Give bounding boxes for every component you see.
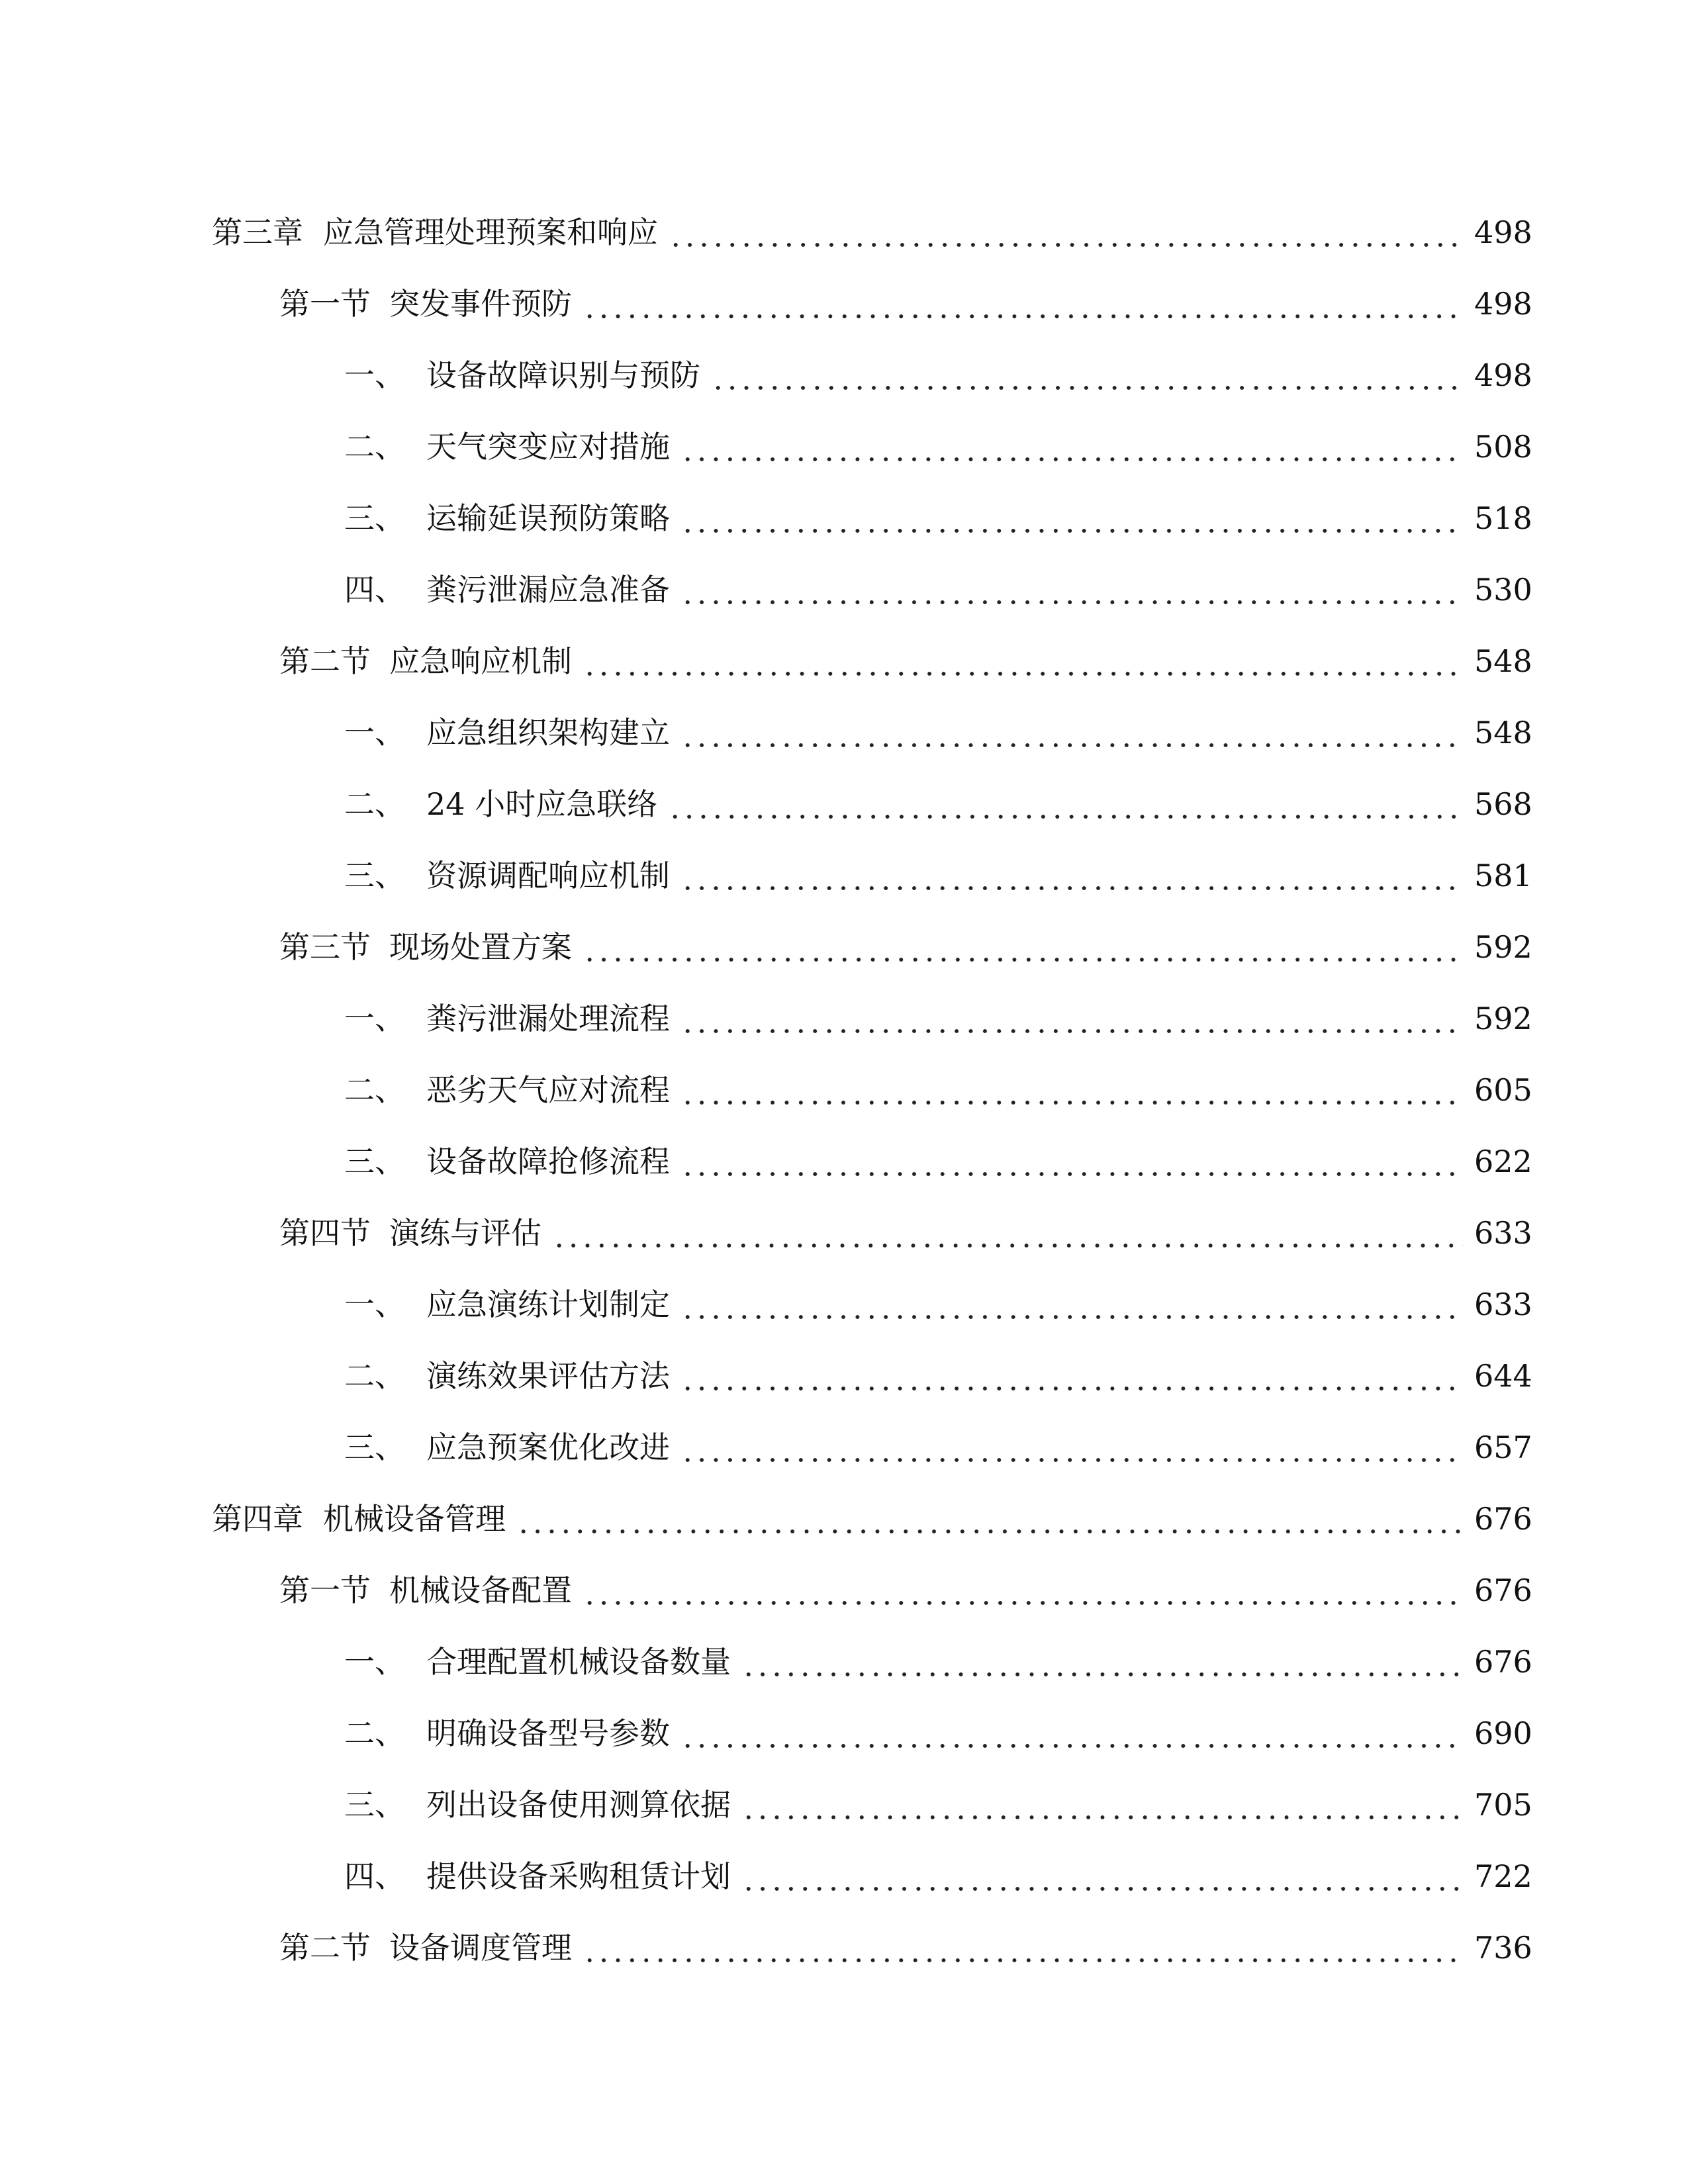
dot-leader (583, 643, 1464, 679)
toc-entry-number: 二、 (344, 1715, 405, 1751)
toc-page-number: 722 (1474, 1858, 1532, 1894)
toc-entry-number: 第一节 (279, 286, 371, 322)
toc-page-number: 548 (1474, 643, 1532, 679)
toc-entry-label (279, 286, 572, 322)
dot-leader (669, 214, 1464, 250)
toc-entry-title: 应急组织架构建立 (426, 715, 670, 751)
dot-leader (680, 715, 1464, 751)
dot-leader (741, 1787, 1464, 1823)
toc-section-entry[interactable] (0, 268, 1688, 340)
toc-page-number: 657 (1474, 1430, 1532, 1465)
toc-entry-title: 应急预案优化改进 (426, 1430, 670, 1465)
toc-entry-number: 第三节 (279, 929, 371, 965)
toc-entry-label (279, 929, 572, 965)
toc-entry-title: 合理配置机械设备数量 (426, 1644, 731, 1680)
toc-page-number: 530 (1474, 572, 1532, 608)
toc-subsection-entry[interactable] (0, 1626, 1688, 1698)
toc-entry-number: 三、 (344, 1787, 405, 1823)
toc-page-number: 676 (1474, 1644, 1532, 1680)
toc-subsection-entry[interactable] (0, 1340, 1688, 1412)
toc-entry-title: 设备故障识别与预防 (426, 357, 700, 393)
toc-entry-number: 第二节 (279, 643, 371, 679)
toc-subsection-entry[interactable] (0, 1054, 1688, 1126)
dot-leader (680, 572, 1464, 608)
dot-leader (583, 929, 1464, 965)
toc-entry-title: 运输延误预防策略 (426, 500, 670, 536)
toc-section-entry[interactable] (0, 1912, 1688, 1983)
toc-subsection-entry[interactable] (0, 768, 1688, 840)
toc-entry-label (344, 786, 657, 822)
toc-entry-label (344, 1001, 670, 1036)
toc-entry-label (344, 429, 670, 465)
dot-leader (583, 1930, 1464, 1966)
toc-page-number: 498 (1474, 357, 1532, 393)
toc-entry-label (344, 1787, 731, 1823)
toc-entry-label (344, 1144, 670, 1179)
toc-entry-label (279, 1930, 572, 1966)
toc-chapter-entry[interactable] (0, 197, 1688, 268)
toc-entry-label (344, 1858, 731, 1894)
toc-entry-number: 一、 (344, 1001, 405, 1036)
toc-subsection-entry[interactable] (0, 1769, 1688, 1841)
toc-entry-number: 二、 (344, 1358, 405, 1394)
toc-entry-label (212, 1501, 506, 1537)
toc-entry-title: 24 小时应急联络 (426, 786, 658, 822)
toc-entry-title: 资源调配响应机制 (426, 858, 670, 893)
toc-subsection-entry[interactable] (0, 1126, 1688, 1197)
toc-entry-label (344, 858, 670, 893)
toc-subsection-entry[interactable] (0, 1269, 1688, 1340)
toc-entry-label (344, 1358, 670, 1394)
toc-subsection-entry[interactable] (0, 340, 1688, 411)
toc-section-entry[interactable] (0, 1197, 1688, 1269)
toc-entry-title: 机械设备管理 (323, 1501, 506, 1537)
toc-page-number: 676 (1474, 1501, 1532, 1537)
toc-section-entry[interactable] (0, 1555, 1688, 1626)
toc-subsection-entry[interactable] (0, 482, 1688, 554)
toc-entry-title: 粪污泄漏应急准备 (426, 572, 670, 608)
toc-entry-label (344, 1644, 731, 1680)
toc-entry-number: 第一节 (279, 1572, 371, 1608)
toc-entry-number: 四、 (344, 1858, 405, 1894)
toc-page-number: 568 (1474, 786, 1532, 822)
toc-page-number: 592 (1474, 1001, 1532, 1036)
toc-entry-number: 一、 (344, 715, 405, 751)
toc-entry-label (344, 1287, 670, 1322)
toc-subsection-entry[interactable] (0, 411, 1688, 482)
toc-page-number: 508 (1474, 429, 1532, 465)
dot-leader (680, 1144, 1464, 1179)
dot-leader (680, 858, 1464, 893)
toc-entry-number: 二、 (344, 786, 405, 822)
toc-entry-label (344, 1430, 670, 1465)
toc-page-number: 592 (1474, 929, 1532, 965)
toc-entry-title: 机械设备配置 (389, 1572, 572, 1608)
toc-page-number: 498 (1474, 286, 1532, 322)
dot-leader (680, 500, 1464, 536)
toc-entry-label (344, 357, 700, 393)
toc-subsection-entry[interactable] (0, 554, 1688, 625)
toc-entry-number: 第三章 (212, 214, 303, 250)
toc-entry-label (344, 572, 670, 608)
toc-entry-title: 恶劣天气应对流程 (426, 1072, 670, 1108)
toc-subsection-entry[interactable] (0, 1412, 1688, 1483)
dot-leader (680, 1358, 1464, 1394)
toc-page-number: 676 (1474, 1572, 1532, 1608)
toc-page-number: 736 (1474, 1930, 1532, 1966)
dot-leader (516, 1501, 1464, 1537)
dot-leader (741, 1644, 1464, 1680)
toc-subsection-entry[interactable] (0, 983, 1688, 1054)
dot-leader (680, 429, 1464, 465)
toc-entry-label (279, 643, 572, 679)
toc-entry-number: 第二节 (279, 1930, 371, 1966)
toc-page-number: 498 (1474, 214, 1532, 250)
toc-entry-label (279, 1572, 572, 1608)
dot-leader (680, 1430, 1464, 1465)
toc-subsection-entry[interactable] (0, 1841, 1688, 1912)
toc-page-number: 705 (1474, 1787, 1532, 1823)
toc-subsection-entry[interactable] (0, 697, 1688, 768)
toc-page-number: 644 (1474, 1358, 1532, 1394)
dot-leader (680, 1287, 1464, 1322)
dot-leader (741, 1858, 1464, 1894)
dot-leader (583, 1572, 1464, 1608)
toc-entry-number: 二、 (344, 429, 405, 465)
toc-entry-label (344, 1715, 670, 1751)
toc-entry-number: 第四节 (279, 1215, 371, 1251)
toc-page-number: 633 (1474, 1287, 1532, 1322)
toc-page-number: 548 (1474, 715, 1532, 751)
toc-entry-title: 演练与评估 (389, 1215, 541, 1251)
dot-leader (552, 1215, 1464, 1251)
toc-entry-title: 应急管理处理预案和响应 (323, 214, 658, 250)
dot-leader (711, 357, 1464, 393)
toc-entry-number: 一、 (344, 1644, 405, 1680)
dot-leader (680, 1001, 1464, 1036)
toc-page-number: 622 (1474, 1144, 1532, 1179)
table-of-contents (0, 197, 1688, 1983)
toc-entry-number: 三、 (344, 858, 405, 893)
dot-leader (680, 1072, 1464, 1108)
toc-page-number: 581 (1474, 858, 1532, 893)
toc-entry-number: 一、 (344, 357, 405, 393)
toc-entry-label (344, 1072, 670, 1108)
toc-entry-title: 演练效果评估方法 (426, 1358, 670, 1394)
toc-subsection-entry[interactable] (0, 1698, 1688, 1769)
toc-entry-number: 四、 (344, 572, 405, 608)
toc-entry-title: 应急演练计划制定 (426, 1287, 670, 1322)
toc-chapter-entry[interactable] (0, 1483, 1688, 1555)
toc-page-number: 605 (1474, 1072, 1532, 1108)
toc-entry-number: 三、 (344, 500, 405, 536)
toc-subsection-entry[interactable] (0, 840, 1688, 911)
dot-leader (668, 786, 1464, 822)
toc-entry-label (344, 715, 670, 751)
toc-entry-number: 二、 (344, 1072, 405, 1108)
toc-entry-label (212, 214, 658, 250)
toc-entry-title: 明确设备型号参数 (426, 1715, 670, 1751)
toc-entry-number: 三、 (344, 1144, 405, 1179)
toc-entry-title: 天气突变应对措施 (426, 429, 670, 465)
toc-entry-title: 列出设备使用测算依据 (426, 1787, 731, 1823)
toc-entry-label (279, 1215, 541, 1251)
toc-page-number: 518 (1474, 500, 1532, 536)
toc-entry-title: 应急响应机制 (389, 643, 572, 679)
toc-section-entry[interactable] (0, 911, 1688, 983)
toc-entry-title: 粪污泄漏处理流程 (426, 1001, 670, 1036)
toc-page-number: 633 (1474, 1215, 1532, 1251)
dot-leader (680, 1715, 1464, 1751)
toc-entry-title: 设备故障抢修流程 (426, 1144, 670, 1179)
toc-entry-number: 第四章 (212, 1501, 303, 1537)
toc-entry-label (344, 500, 670, 536)
toc-section-entry[interactable] (0, 625, 1688, 697)
toc-entry-title: 现场处置方案 (389, 929, 572, 965)
toc-entry-title: 提供设备采购租赁计划 (426, 1858, 731, 1894)
toc-entry-title: 设备调度管理 (389, 1930, 572, 1966)
toc-page-number: 690 (1474, 1715, 1532, 1751)
toc-entry-number: 三、 (344, 1430, 405, 1465)
toc-entry-title: 突发事件预防 (389, 286, 572, 322)
toc-entry-number: 一、 (344, 1287, 405, 1322)
dot-leader (583, 286, 1464, 322)
